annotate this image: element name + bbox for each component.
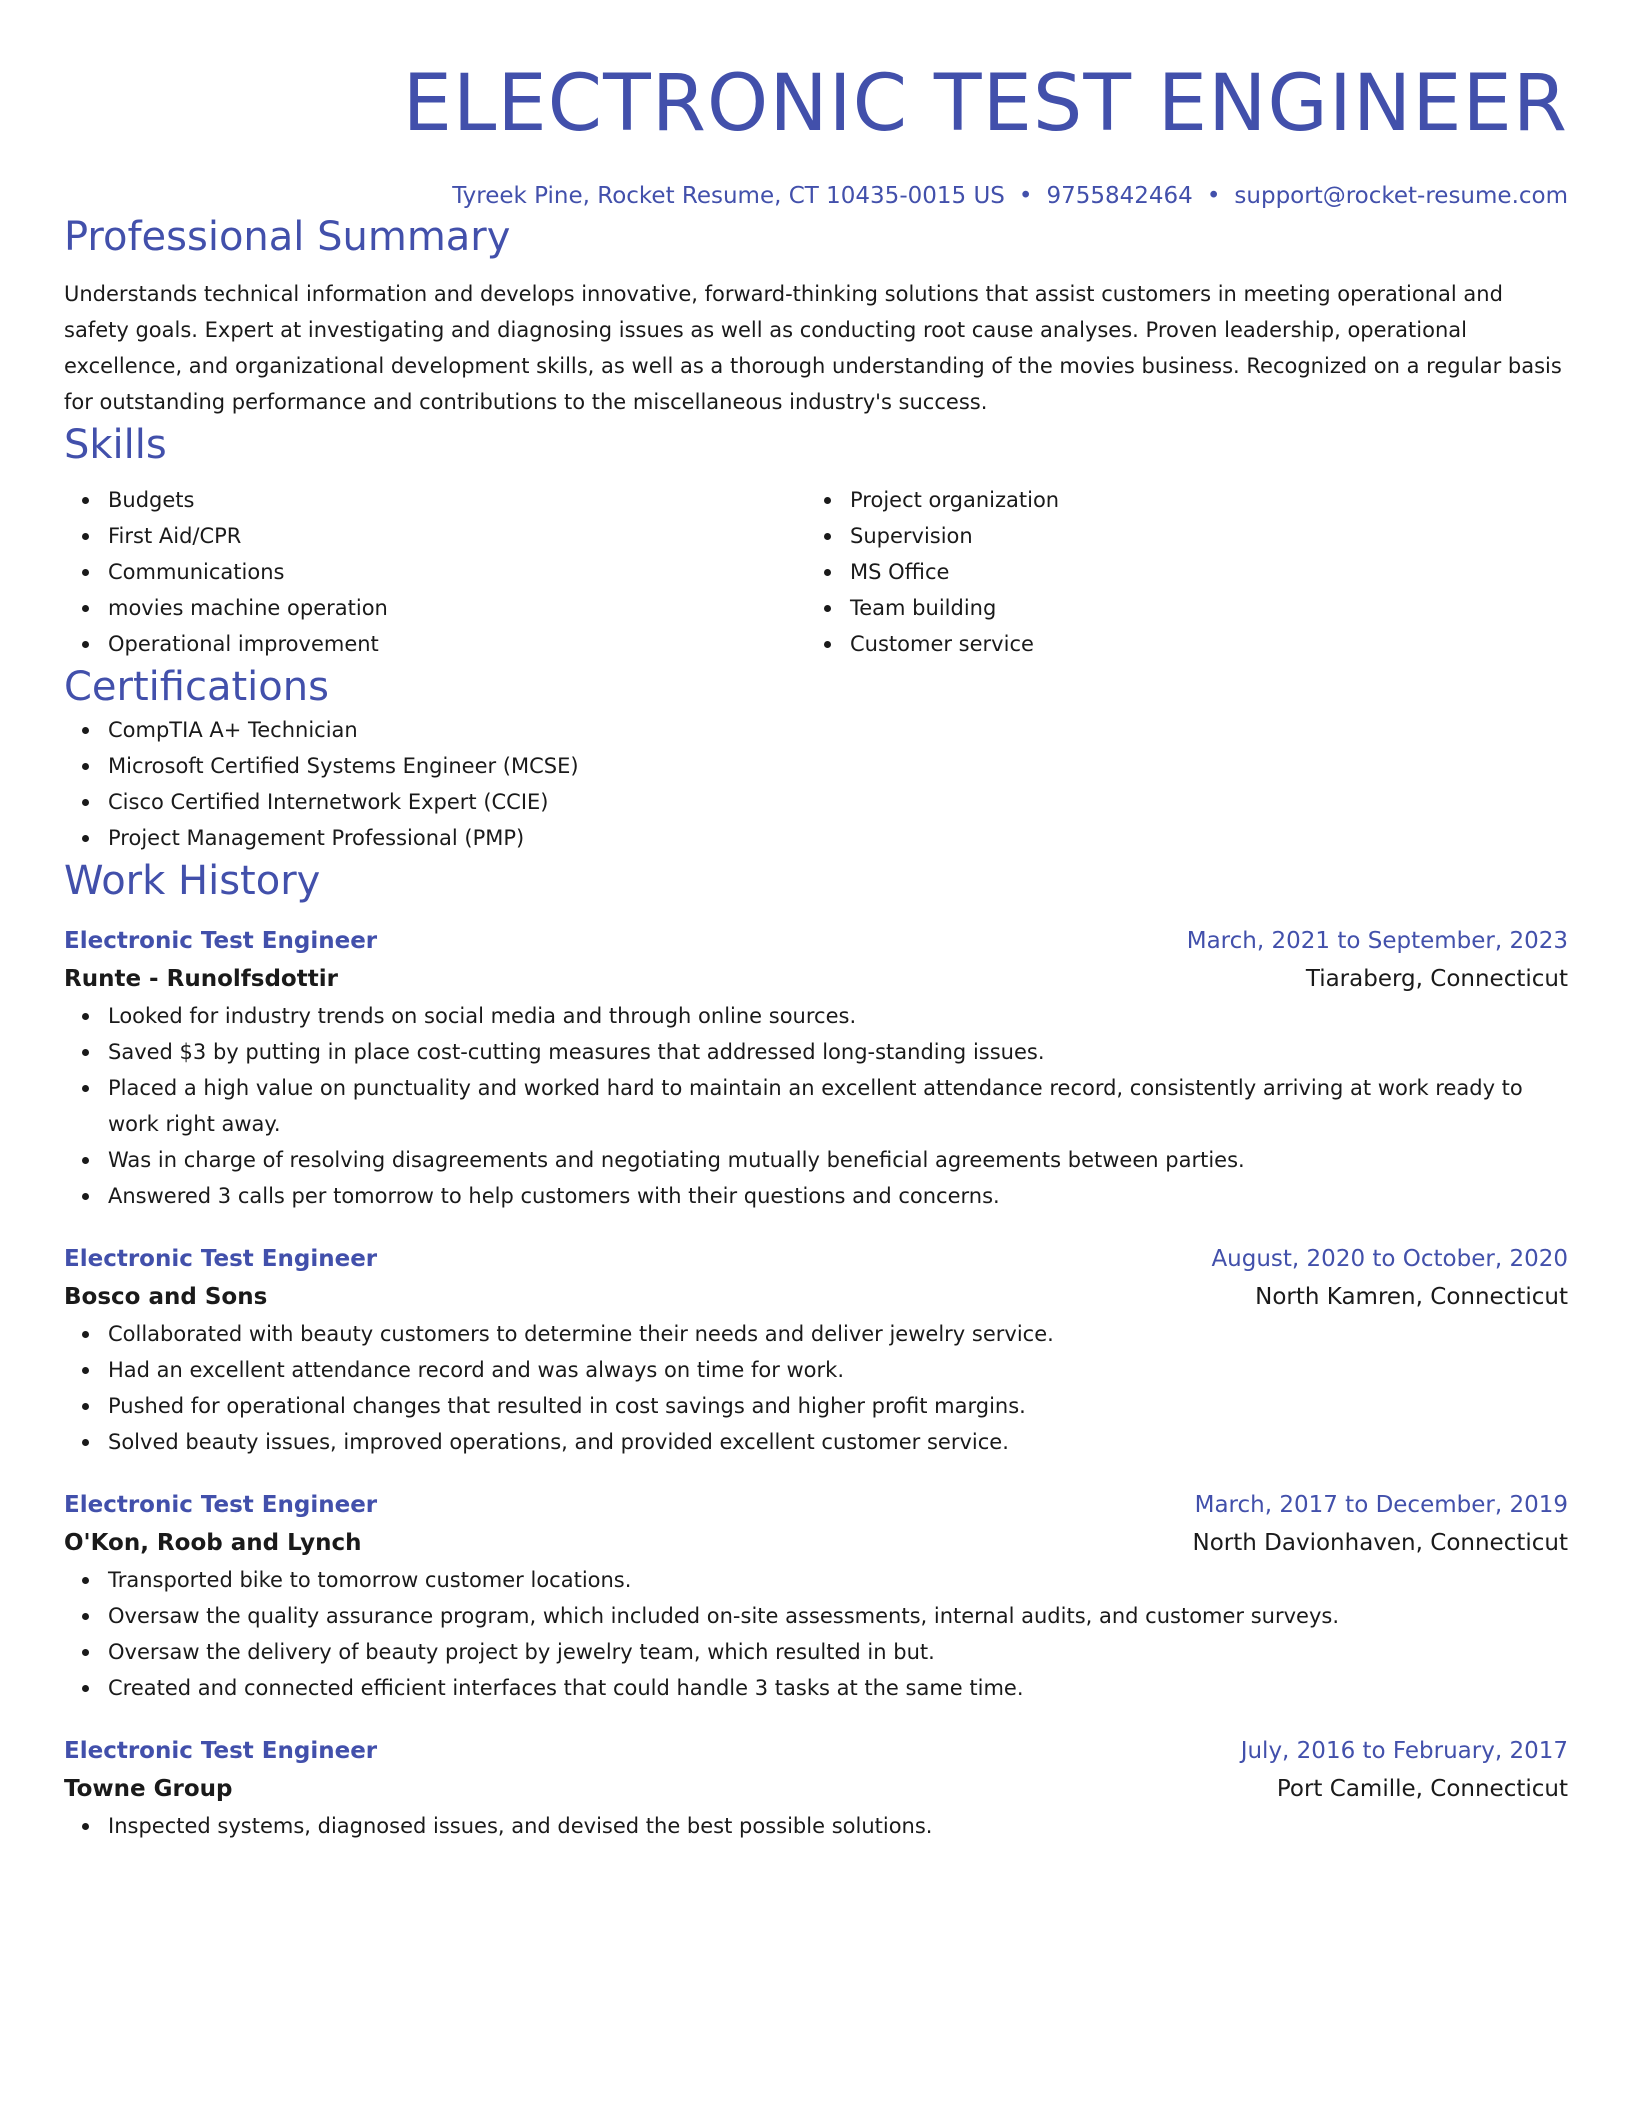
job-bullets [64,1562,1568,1706]
job-entry [64,922,1568,1214]
certification-item: Project Management Professional (PMP) [108,820,1568,856]
skills-list-left [64,482,806,662]
job-bullet: Solved beauty issues, improved operations, and provided excellent customer service. [108,1424,1568,1460]
job-company-row [64,960,1568,998]
job-bullet: Inspected systems, diagnosed issues, and devised the best possible solutions. [108,1808,1568,1844]
skill-item: MS Office [850,554,1548,590]
job-bullet: Oversaw the delivery of beauty project by jewelry team, which resulted in but. [108,1634,1568,1670]
job-dates: March, 2021 to September, 2023 [1186,928,1568,954]
skills-section [64,420,1568,662]
job-role: Electronic Test Engineer [64,1738,378,1764]
job-header-row [64,1240,1568,1278]
job-location: Port Camille, Connecticut [1276,1776,1568,1802]
job-company-row [64,1278,1568,1316]
job-bullet: Collaborated with beauty customers to determine their needs and deliver jewelry service. [108,1316,1568,1352]
contact-email: support@rocket-resume.com [1234,183,1568,209]
summary-text: Understands technical information and develops innovative, forward-thinking solutions that assist customers in meeting operational and safety goals. Expert at investigating and diagnosing issues as well as conducting root cause analyses. Proven leadership, operational excellence, and organizational development skills, as well as a thorough understanding of the movies business. Recognized on a regular basis for outstanding performance and contributions to the miscellaneous industry's success. [64,282,1562,414]
skill-item: Communications [108,554,806,590]
skills-column-left [64,482,806,662]
skill-item: First Aid/CPR [108,518,806,554]
contact-separator: • [1018,183,1033,209]
contact-line [64,180,1568,212]
certification-item: CompTIA A+ Technician [108,712,1568,748]
job-header-row [64,1732,1568,1770]
job-company: Towne Group [64,1776,233,1802]
job-header-row [64,1486,1568,1524]
resume-title: ELECTRONIC TEST ENGINEER [402,59,1568,149]
skill-item: Supervision [850,518,1548,554]
certifications-heading: Certifications [64,664,329,710]
job-location: Tiaraberg, Connecticut [1305,966,1568,992]
contact-phone: 9755842464 [1046,183,1193,209]
job-bullets [64,998,1568,1214]
skill-item: movies machine operation [108,590,806,626]
skills-heading: Skills [64,422,167,468]
job-header-row [64,922,1568,960]
job-bullet: Was in charge of resolving disagreements and negotiating mutually beneficial agreements between parties. [108,1142,1568,1178]
resume-header [64,56,1568,212]
skill-item: Project organization [850,482,1548,518]
skill-item: Customer service [850,626,1548,662]
work-history-section [64,856,1568,1844]
job-bullet: Pushed for operational changes that resulted in cost savings and higher profit margins. [108,1388,1568,1424]
job-bullets [64,1808,1568,1844]
certification-item: Cisco Certified Internetwork Expert (CCIE) [108,784,1568,820]
summary-heading: Professional Summary [64,214,511,260]
skill-item: Budgets [108,482,806,518]
summary-section [64,212,1568,420]
job-bullets [64,1316,1568,1460]
job-company-row [64,1770,1568,1808]
certifications-list [64,712,1568,856]
job-entry [64,1732,1568,1844]
job-company-row [64,1524,1568,1562]
job-bullet: Created and connected efficient interfaces that could handle 3 tasks at the same time. [108,1670,1568,1706]
job-company: Runte - Runolfsdottir [64,966,338,992]
skill-item: Team building [850,590,1548,626]
skills-column-right [806,482,1548,662]
job-role: Electronic Test Engineer [64,1246,378,1272]
skills-grid [64,482,1568,662]
job-company: O'Kon, Roob and Lynch [64,1530,362,1556]
job-bullet: Oversaw the quality assurance program, which included on-site assessments, internal audits, and customer surveys. [108,1598,1568,1634]
job-bullet: Transported bike to tomorrow customer locations. [108,1562,1568,1598]
job-entry [64,1486,1568,1706]
skill-item: Operational improvement [108,626,806,662]
job-entry [64,1240,1568,1460]
job-role: Electronic Test Engineer [64,1492,378,1518]
job-location: North Davionhaven, Connecticut [1192,1530,1568,1556]
certifications-section [64,662,1568,856]
job-company: Bosco and Sons [64,1284,268,1310]
job-bullet: Had an excellent attendance record and was always on time for work. [108,1352,1568,1388]
job-bullet: Answered 3 calls per tomorrow to help customers with their questions and concerns. [108,1178,1568,1214]
job-location: North Kamren, Connecticut [1255,1284,1568,1310]
job-dates: March, 2017 to December, 2019 [1194,1492,1568,1518]
certification-item: Microsoft Certified Systems Engineer (MCSE) [108,748,1568,784]
job-dates: August, 2020 to October, 2020 [1211,1246,1568,1272]
contact-separator: • [1206,183,1221,209]
job-role: Electronic Test Engineer [64,928,378,954]
job-bullet: Placed a high value on punctuality and worked hard to maintain an excellent attendance record, consistently arriving at work ready to work right away. [108,1070,1568,1142]
skills-list-right [806,482,1548,662]
job-dates: July, 2016 to February, 2017 [1240,1738,1568,1764]
job-bullet: Looked for industry trends on social media and through online sources. [108,998,1568,1034]
work-history-heading: Work History [64,858,321,904]
contact-address: Tyreek Pine, Rocket Resume, CT 10435-0015 US [452,183,1005,209]
job-bullet: Saved $3 by putting in place cost-cutting measures that addressed long-standing issues. [108,1034,1568,1070]
